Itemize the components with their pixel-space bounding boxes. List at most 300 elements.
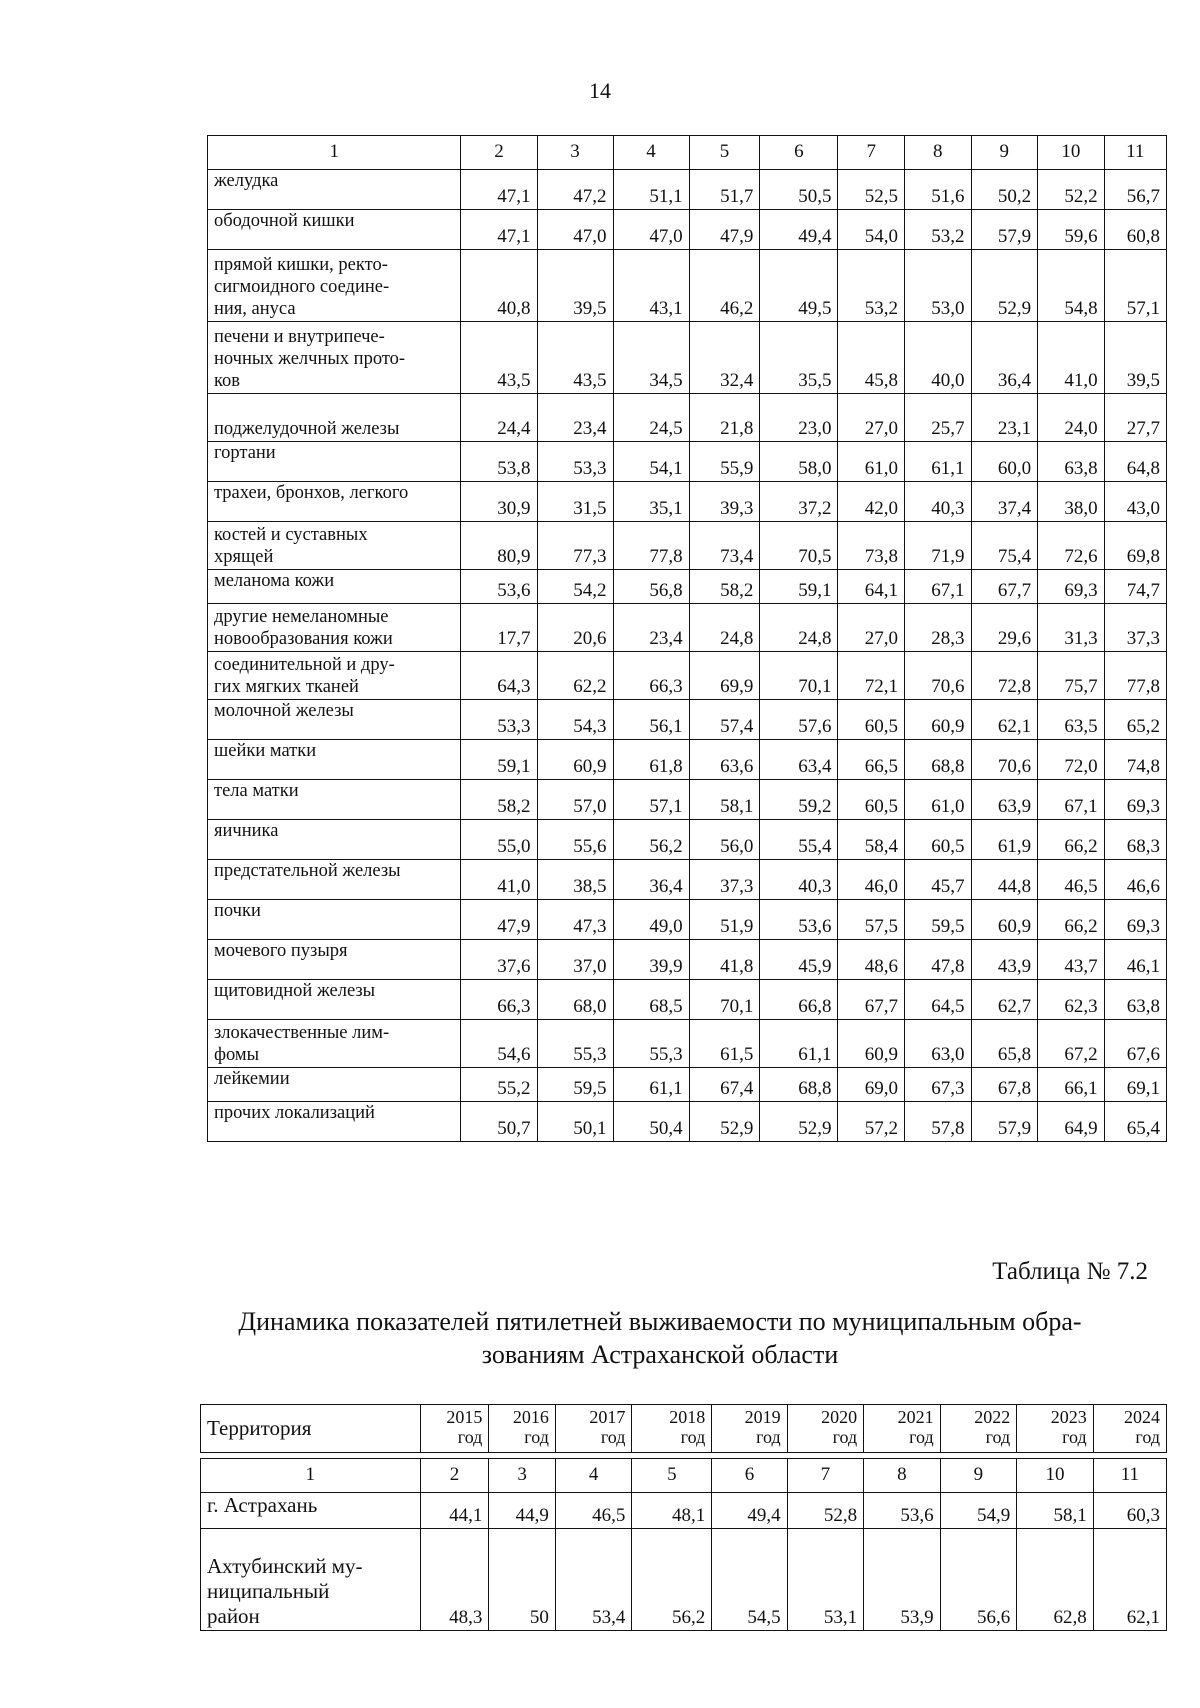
value-cell: 59,5 <box>905 900 972 940</box>
value-cell: 50,2 <box>971 170 1038 210</box>
value-cell: 66,5 <box>838 740 905 780</box>
row-label: тела матки <box>208 780 461 820</box>
value-cell: 36,4 <box>971 322 1038 394</box>
value-cell: 61,5 <box>689 1020 760 1068</box>
table-row <box>208 394 1167 442</box>
value-cell: 75,4 <box>971 522 1038 570</box>
value-cell: 57,6 <box>760 700 838 740</box>
table-row <box>208 442 1167 482</box>
value-cell: 51,9 <box>689 900 760 940</box>
table-row <box>208 820 1167 860</box>
value-cell: 64,8 <box>1104 442 1166 482</box>
value-cell: 70,6 <box>905 652 972 700</box>
value-cell: 37,0 <box>537 940 613 980</box>
value-cell: 40,3 <box>760 860 838 900</box>
value-cell: 31,5 <box>537 482 613 522</box>
value-cell: 49,0 <box>613 900 689 940</box>
table-row <box>208 570 1167 604</box>
row-label: шейки матки <box>208 740 461 780</box>
value-cell: 40,8 <box>461 250 537 322</box>
value-cell: 54,1 <box>613 442 689 482</box>
row-label: предстательной железы <box>208 860 461 900</box>
value-cell: 65,4 <box>1104 1102 1166 1142</box>
row-label: злокачественные лим- фомы <box>208 1020 461 1068</box>
value-cell: 68,3 <box>1104 820 1166 860</box>
value-cell: 57,1 <box>1104 250 1166 322</box>
value-cell: 46,2 <box>689 250 760 322</box>
value-cell: 62,3 <box>1038 980 1105 1020</box>
table-row <box>201 1493 1167 1529</box>
value-cell: 68,8 <box>760 1068 838 1102</box>
value-cell: 45,7 <box>905 860 972 900</box>
value-cell: 62,7 <box>971 980 1038 1020</box>
column-number-cell: 7 <box>787 1459 864 1493</box>
value-cell: 55,2 <box>461 1068 537 1102</box>
year-header-cell: 2020 год <box>787 1405 864 1453</box>
value-cell: 50,5 <box>760 170 838 210</box>
value-cell: 72,8 <box>971 652 1038 700</box>
value-cell: 52,9 <box>689 1102 760 1142</box>
value-cell: 58,1 <box>689 780 760 820</box>
value-cell: 77,3 <box>537 522 613 570</box>
value-cell: 54,2 <box>537 570 613 604</box>
value-cell: 52,2 <box>1038 170 1105 210</box>
value-cell: 52,9 <box>971 250 1038 322</box>
year-header-cell: 2023 год <box>1017 1405 1094 1453</box>
row-label: гортани <box>208 442 461 482</box>
column-number-cell: 1 <box>208 136 461 170</box>
value-cell: 47,1 <box>461 170 537 210</box>
value-cell: 61,1 <box>905 442 972 482</box>
value-cell: 55,4 <box>760 820 838 860</box>
value-cell: 43,5 <box>461 322 537 394</box>
value-cell: 75,7 <box>1038 652 1105 700</box>
column-number-cell: 2 <box>461 136 537 170</box>
value-cell: 66,2 <box>1038 900 1105 940</box>
value-cell: 41,0 <box>461 860 537 900</box>
municipal-survival-table <box>200 1404 1167 1631</box>
value-cell: 61,0 <box>838 442 905 482</box>
value-cell: 51,1 <box>613 170 689 210</box>
value-cell: 67,1 <box>905 570 972 604</box>
table-row <box>208 900 1167 940</box>
value-cell: 51,7 <box>689 170 760 210</box>
table-caption: Таблица № 7.2 <box>992 1258 1148 1285</box>
row-label: прочих локализаций <box>208 1102 461 1142</box>
value-cell: 39,5 <box>537 250 613 322</box>
value-cell: 69,1 <box>1104 1068 1166 1102</box>
table-row <box>208 250 1167 322</box>
row-label: костей и суставных хрящей <box>208 522 461 570</box>
value-cell: 59,1 <box>760 570 838 604</box>
value-cell: 39,5 <box>1104 322 1166 394</box>
value-cell: 53,3 <box>461 700 537 740</box>
value-cell: 67,1 <box>1038 780 1105 820</box>
value-cell: 21,8 <box>689 394 760 442</box>
value-cell: 53,4 <box>555 1529 632 1631</box>
table-row <box>208 1102 1167 1142</box>
table-row <box>201 1529 1167 1631</box>
year-header-cell: 2017 год <box>555 1405 632 1453</box>
year-header-cell: 2024 год <box>1093 1405 1166 1453</box>
column-number-cell: 1 <box>201 1459 421 1493</box>
value-cell: 67,7 <box>971 570 1038 604</box>
value-cell: 47,0 <box>537 210 613 250</box>
value-cell: 50,4 <box>613 1102 689 1142</box>
value-cell: 66,3 <box>613 652 689 700</box>
value-cell: 61,9 <box>971 820 1038 860</box>
value-cell: 69,8 <box>1104 522 1166 570</box>
value-cell: 72,0 <box>1038 740 1105 780</box>
value-cell: 60,9 <box>537 740 613 780</box>
column-number-cell: 5 <box>689 136 760 170</box>
column-number-cell: 8 <box>864 1459 941 1493</box>
value-cell: 57,5 <box>838 900 905 940</box>
column-number-row <box>208 136 1167 170</box>
column-number-cell: 11 <box>1093 1459 1166 1493</box>
value-cell: 80,9 <box>461 522 537 570</box>
column-number-cell: 10 <box>1038 136 1105 170</box>
value-cell: 61,1 <box>613 1068 689 1102</box>
value-cell: 64,9 <box>1038 1102 1105 1142</box>
value-cell: 63,6 <box>689 740 760 780</box>
value-cell: 46,6 <box>1104 860 1166 900</box>
value-cell: 37,3 <box>689 860 760 900</box>
value-cell: 65,8 <box>971 1020 1038 1068</box>
value-cell: 47,0 <box>613 210 689 250</box>
value-cell: 24,8 <box>689 604 760 652</box>
value-cell: 39,9 <box>613 940 689 980</box>
value-cell: 68,5 <box>613 980 689 1020</box>
value-cell: 55,6 <box>537 820 613 860</box>
value-cell: 47,9 <box>461 900 537 940</box>
table-row <box>208 170 1167 210</box>
value-cell: 47,8 <box>905 940 972 980</box>
value-cell: 69,3 <box>1104 900 1166 940</box>
value-cell: 25,7 <box>905 394 972 442</box>
value-cell: 51,6 <box>905 170 972 210</box>
value-cell: 64,1 <box>838 570 905 604</box>
value-cell: 46,1 <box>1104 940 1166 980</box>
value-cell: 62,1 <box>971 700 1038 740</box>
value-cell: 63,4 <box>760 740 838 780</box>
value-cell: 70,6 <box>971 740 1038 780</box>
value-cell: 41,0 <box>1038 322 1105 394</box>
value-cell: 60,0 <box>971 442 1038 482</box>
row-label: почки <box>208 900 461 940</box>
table-title: Динамика показателей пятилетней выживаемости по муниципальным обра- зованиям Астраханской области <box>238 1307 1082 1369</box>
value-cell: 57,9 <box>971 210 1038 250</box>
value-cell: 47,9 <box>689 210 760 250</box>
value-cell: 57,1 <box>613 780 689 820</box>
value-cell: 63,8 <box>1038 442 1105 482</box>
value-cell: 44,8 <box>971 860 1038 900</box>
value-cell: 55,3 <box>537 1020 613 1068</box>
value-cell: 64,5 <box>905 980 972 1020</box>
value-cell: 61,8 <box>613 740 689 780</box>
value-cell: 30,9 <box>461 482 537 522</box>
row-label: прямой кишки, ректо- сигмоидного соедине- ния, ануса <box>208 250 461 322</box>
table-row <box>208 522 1167 570</box>
value-cell: 60,9 <box>905 700 972 740</box>
table-row <box>208 482 1167 522</box>
row-label: щитовидной железы <box>208 980 461 1020</box>
value-cell: 47,2 <box>537 170 613 210</box>
value-cell: 48,1 <box>632 1493 712 1529</box>
value-cell: 44,1 <box>420 1493 489 1529</box>
value-cell: 32,4 <box>689 322 760 394</box>
value-cell: 67,7 <box>838 980 905 1020</box>
value-cell: 23,4 <box>537 394 613 442</box>
value-cell: 62,8 <box>1017 1529 1094 1631</box>
value-cell: 34,5 <box>613 322 689 394</box>
row-label: мочевого пузыря <box>208 940 461 980</box>
value-cell: 60,3 <box>1093 1493 1166 1529</box>
table-row <box>208 860 1167 900</box>
value-cell: 60,5 <box>905 820 972 860</box>
year-header-cell: 2022 год <box>940 1405 1017 1453</box>
value-cell: 58,0 <box>760 442 838 482</box>
value-cell: 47,1 <box>461 210 537 250</box>
value-cell: 39,3 <box>689 482 760 522</box>
value-cell: 66,8 <box>760 980 838 1020</box>
value-cell: 52,5 <box>838 170 905 210</box>
row-label: молочной железы <box>208 700 461 740</box>
value-cell: 63,5 <box>1038 700 1105 740</box>
value-cell: 67,2 <box>1038 1020 1105 1068</box>
value-cell: 50 <box>489 1529 556 1631</box>
column-number-cell: 9 <box>940 1459 1017 1493</box>
value-cell: 60,5 <box>838 700 905 740</box>
value-cell: 59,6 <box>1038 210 1105 250</box>
column-number-row <box>201 1459 1167 1493</box>
column-number-cell: 3 <box>537 136 613 170</box>
value-cell: 49,5 <box>760 250 838 322</box>
value-cell: 54,9 <box>940 1493 1017 1529</box>
year-header-row <box>201 1405 1167 1453</box>
table-row <box>208 1020 1167 1068</box>
value-cell: 27,0 <box>838 604 905 652</box>
value-cell: 66,3 <box>461 980 537 1020</box>
value-cell: 53,0 <box>905 250 972 322</box>
value-cell: 53,9 <box>864 1529 941 1631</box>
row-label: яичника <box>208 820 461 860</box>
row-label: желудка <box>208 170 461 210</box>
value-cell: 63,9 <box>971 780 1038 820</box>
value-cell: 43,5 <box>537 322 613 394</box>
value-cell: 62,1 <box>1093 1529 1166 1631</box>
table-row <box>208 980 1167 1020</box>
value-cell: 55,3 <box>613 1020 689 1068</box>
row-label: другие немеланомные новообразования кожи <box>208 604 461 652</box>
value-cell: 43,1 <box>613 250 689 322</box>
value-cell: 27,0 <box>838 394 905 442</box>
table-row <box>208 210 1167 250</box>
value-cell: 54,8 <box>1038 250 1105 322</box>
value-cell: 53,6 <box>461 570 537 604</box>
row-label: трахеи, бронхов, легкого <box>208 482 461 522</box>
value-cell: 41,8 <box>689 940 760 980</box>
value-cell: 29,6 <box>971 604 1038 652</box>
column-number-cell: 10 <box>1017 1459 1094 1493</box>
value-cell: 61,0 <box>905 780 972 820</box>
value-cell: 43,0 <box>1104 482 1166 522</box>
value-cell: 68,8 <box>905 740 972 780</box>
value-cell: 66,2 <box>1038 820 1105 860</box>
row-label: лейкемии <box>208 1068 461 1102</box>
value-cell: 67,6 <box>1104 1020 1166 1068</box>
value-cell: 62,2 <box>537 652 613 700</box>
value-cell: 37,3 <box>1104 604 1166 652</box>
column-number-cell: 9 <box>971 136 1038 170</box>
value-cell: 23,1 <box>971 394 1038 442</box>
value-cell: 66,1 <box>1038 1068 1105 1102</box>
value-cell: 71,9 <box>905 522 972 570</box>
value-cell: 44,9 <box>489 1493 556 1529</box>
value-cell: 24,5 <box>613 394 689 442</box>
value-cell: 68,0 <box>537 980 613 1020</box>
year-header-cell: 2018 год <box>632 1405 712 1453</box>
value-cell: 72,6 <box>1038 522 1105 570</box>
value-cell: 46,5 <box>555 1493 632 1529</box>
value-cell: 60,9 <box>971 900 1038 940</box>
column-number-cell: 8 <box>905 136 972 170</box>
value-cell: 57,4 <box>689 700 760 740</box>
value-cell: 69,3 <box>1104 780 1166 820</box>
value-cell: 47,3 <box>537 900 613 940</box>
territory-header: Территория <box>201 1405 421 1453</box>
value-cell: 40,0 <box>905 322 972 394</box>
value-cell: 46,5 <box>1038 860 1105 900</box>
column-number-cell: 7 <box>838 136 905 170</box>
column-number-cell: 5 <box>632 1459 712 1493</box>
value-cell: 37,4 <box>971 482 1038 522</box>
value-cell: 73,4 <box>689 522 760 570</box>
value-cell: 56,8 <box>613 570 689 604</box>
row-label: соединительной и дру- гих мягких тканей <box>208 652 461 700</box>
table-row <box>208 700 1167 740</box>
value-cell: 58,2 <box>461 780 537 820</box>
table-row <box>208 1068 1167 1102</box>
column-number-cell: 4 <box>613 136 689 170</box>
value-cell: 31,3 <box>1038 604 1105 652</box>
value-cell: 55,9 <box>689 442 760 482</box>
value-cell: 69,9 <box>689 652 760 700</box>
value-cell: 54,3 <box>537 700 613 740</box>
table-row <box>208 940 1167 980</box>
table-row <box>208 604 1167 652</box>
value-cell: 52,8 <box>787 1493 864 1529</box>
column-number-cell: 4 <box>555 1459 632 1493</box>
year-header-cell: 2019 год <box>712 1405 787 1453</box>
value-cell: 67,4 <box>689 1068 760 1102</box>
value-cell: 43,7 <box>1038 940 1105 980</box>
value-cell: 65,2 <box>1104 700 1166 740</box>
column-number-cell: 6 <box>760 136 838 170</box>
value-cell: 58,4 <box>838 820 905 860</box>
column-number-cell: 11 <box>1104 136 1166 170</box>
value-cell: 53,3 <box>537 442 613 482</box>
row-label: ободочной кишки <box>208 210 461 250</box>
value-cell: 37,2 <box>760 482 838 522</box>
value-cell: 70,1 <box>760 652 838 700</box>
value-cell: 53,6 <box>864 1493 941 1529</box>
value-cell: 67,3 <box>905 1068 972 1102</box>
value-cell: 61,1 <box>760 1020 838 1068</box>
row-label: поджелудочной железы <box>208 394 461 442</box>
table-row <box>208 322 1167 394</box>
value-cell: 17,7 <box>461 604 537 652</box>
column-number-cell: 2 <box>420 1459 489 1493</box>
value-cell: 56,0 <box>689 820 760 860</box>
value-cell: 55,0 <box>461 820 537 860</box>
value-cell: 23,4 <box>613 604 689 652</box>
value-cell: 53,2 <box>905 210 972 250</box>
table-row <box>208 740 1167 780</box>
value-cell: 60,5 <box>838 780 905 820</box>
survival-table-continued <box>207 135 1167 1142</box>
row-label: печени и внутрипече- ночных желчных прото- ков <box>208 322 461 394</box>
value-cell: 69,0 <box>838 1068 905 1102</box>
value-cell: 58,2 <box>689 570 760 604</box>
value-cell: 59,1 <box>461 740 537 780</box>
value-cell: 24,0 <box>1038 394 1105 442</box>
value-cell: 48,3 <box>420 1529 489 1631</box>
value-cell: 57,8 <box>905 1102 972 1142</box>
value-cell: 74,7 <box>1104 570 1166 604</box>
value-cell: 56,1 <box>613 700 689 740</box>
value-cell: 42,0 <box>838 482 905 522</box>
value-cell: 38,0 <box>1038 482 1105 522</box>
value-cell: 54,6 <box>461 1020 537 1068</box>
value-cell: 56,2 <box>613 820 689 860</box>
territory-name: г. Астрахань <box>201 1493 421 1529</box>
value-cell: 57,0 <box>537 780 613 820</box>
value-cell: 57,9 <box>971 1102 1038 1142</box>
value-cell: 53,1 <box>787 1529 864 1631</box>
value-cell: 59,2 <box>760 780 838 820</box>
value-cell: 72,1 <box>838 652 905 700</box>
value-cell: 57,2 <box>838 1102 905 1142</box>
value-cell: 38,5 <box>537 860 613 900</box>
value-cell: 56,7 <box>1104 170 1166 210</box>
value-cell: 56,2 <box>632 1529 712 1631</box>
year-header-cell: 2021 год <box>864 1405 941 1453</box>
value-cell: 73,8 <box>838 522 905 570</box>
value-cell: 49,4 <box>712 1493 787 1529</box>
page-number: 14 <box>589 78 611 103</box>
value-cell: 58,1 <box>1017 1493 1094 1529</box>
value-cell: 54,5 <box>712 1529 787 1631</box>
column-number-cell: 3 <box>489 1459 556 1493</box>
value-cell: 45,9 <box>760 940 838 980</box>
value-cell: 77,8 <box>1104 652 1166 700</box>
value-cell: 64,3 <box>461 652 537 700</box>
value-cell: 77,8 <box>613 522 689 570</box>
table-row <box>208 652 1167 700</box>
value-cell: 35,1 <box>613 482 689 522</box>
row-label: меланома кожи <box>208 570 461 604</box>
value-cell: 20,6 <box>537 604 613 652</box>
value-cell: 49,4 <box>760 210 838 250</box>
value-cell: 45,8 <box>838 322 905 394</box>
value-cell: 53,8 <box>461 442 537 482</box>
value-cell: 50,1 <box>537 1102 613 1142</box>
value-cell: 40,3 <box>905 482 972 522</box>
value-cell: 23,0 <box>760 394 838 442</box>
value-cell: 28,3 <box>905 604 972 652</box>
value-cell: 52,9 <box>760 1102 838 1142</box>
